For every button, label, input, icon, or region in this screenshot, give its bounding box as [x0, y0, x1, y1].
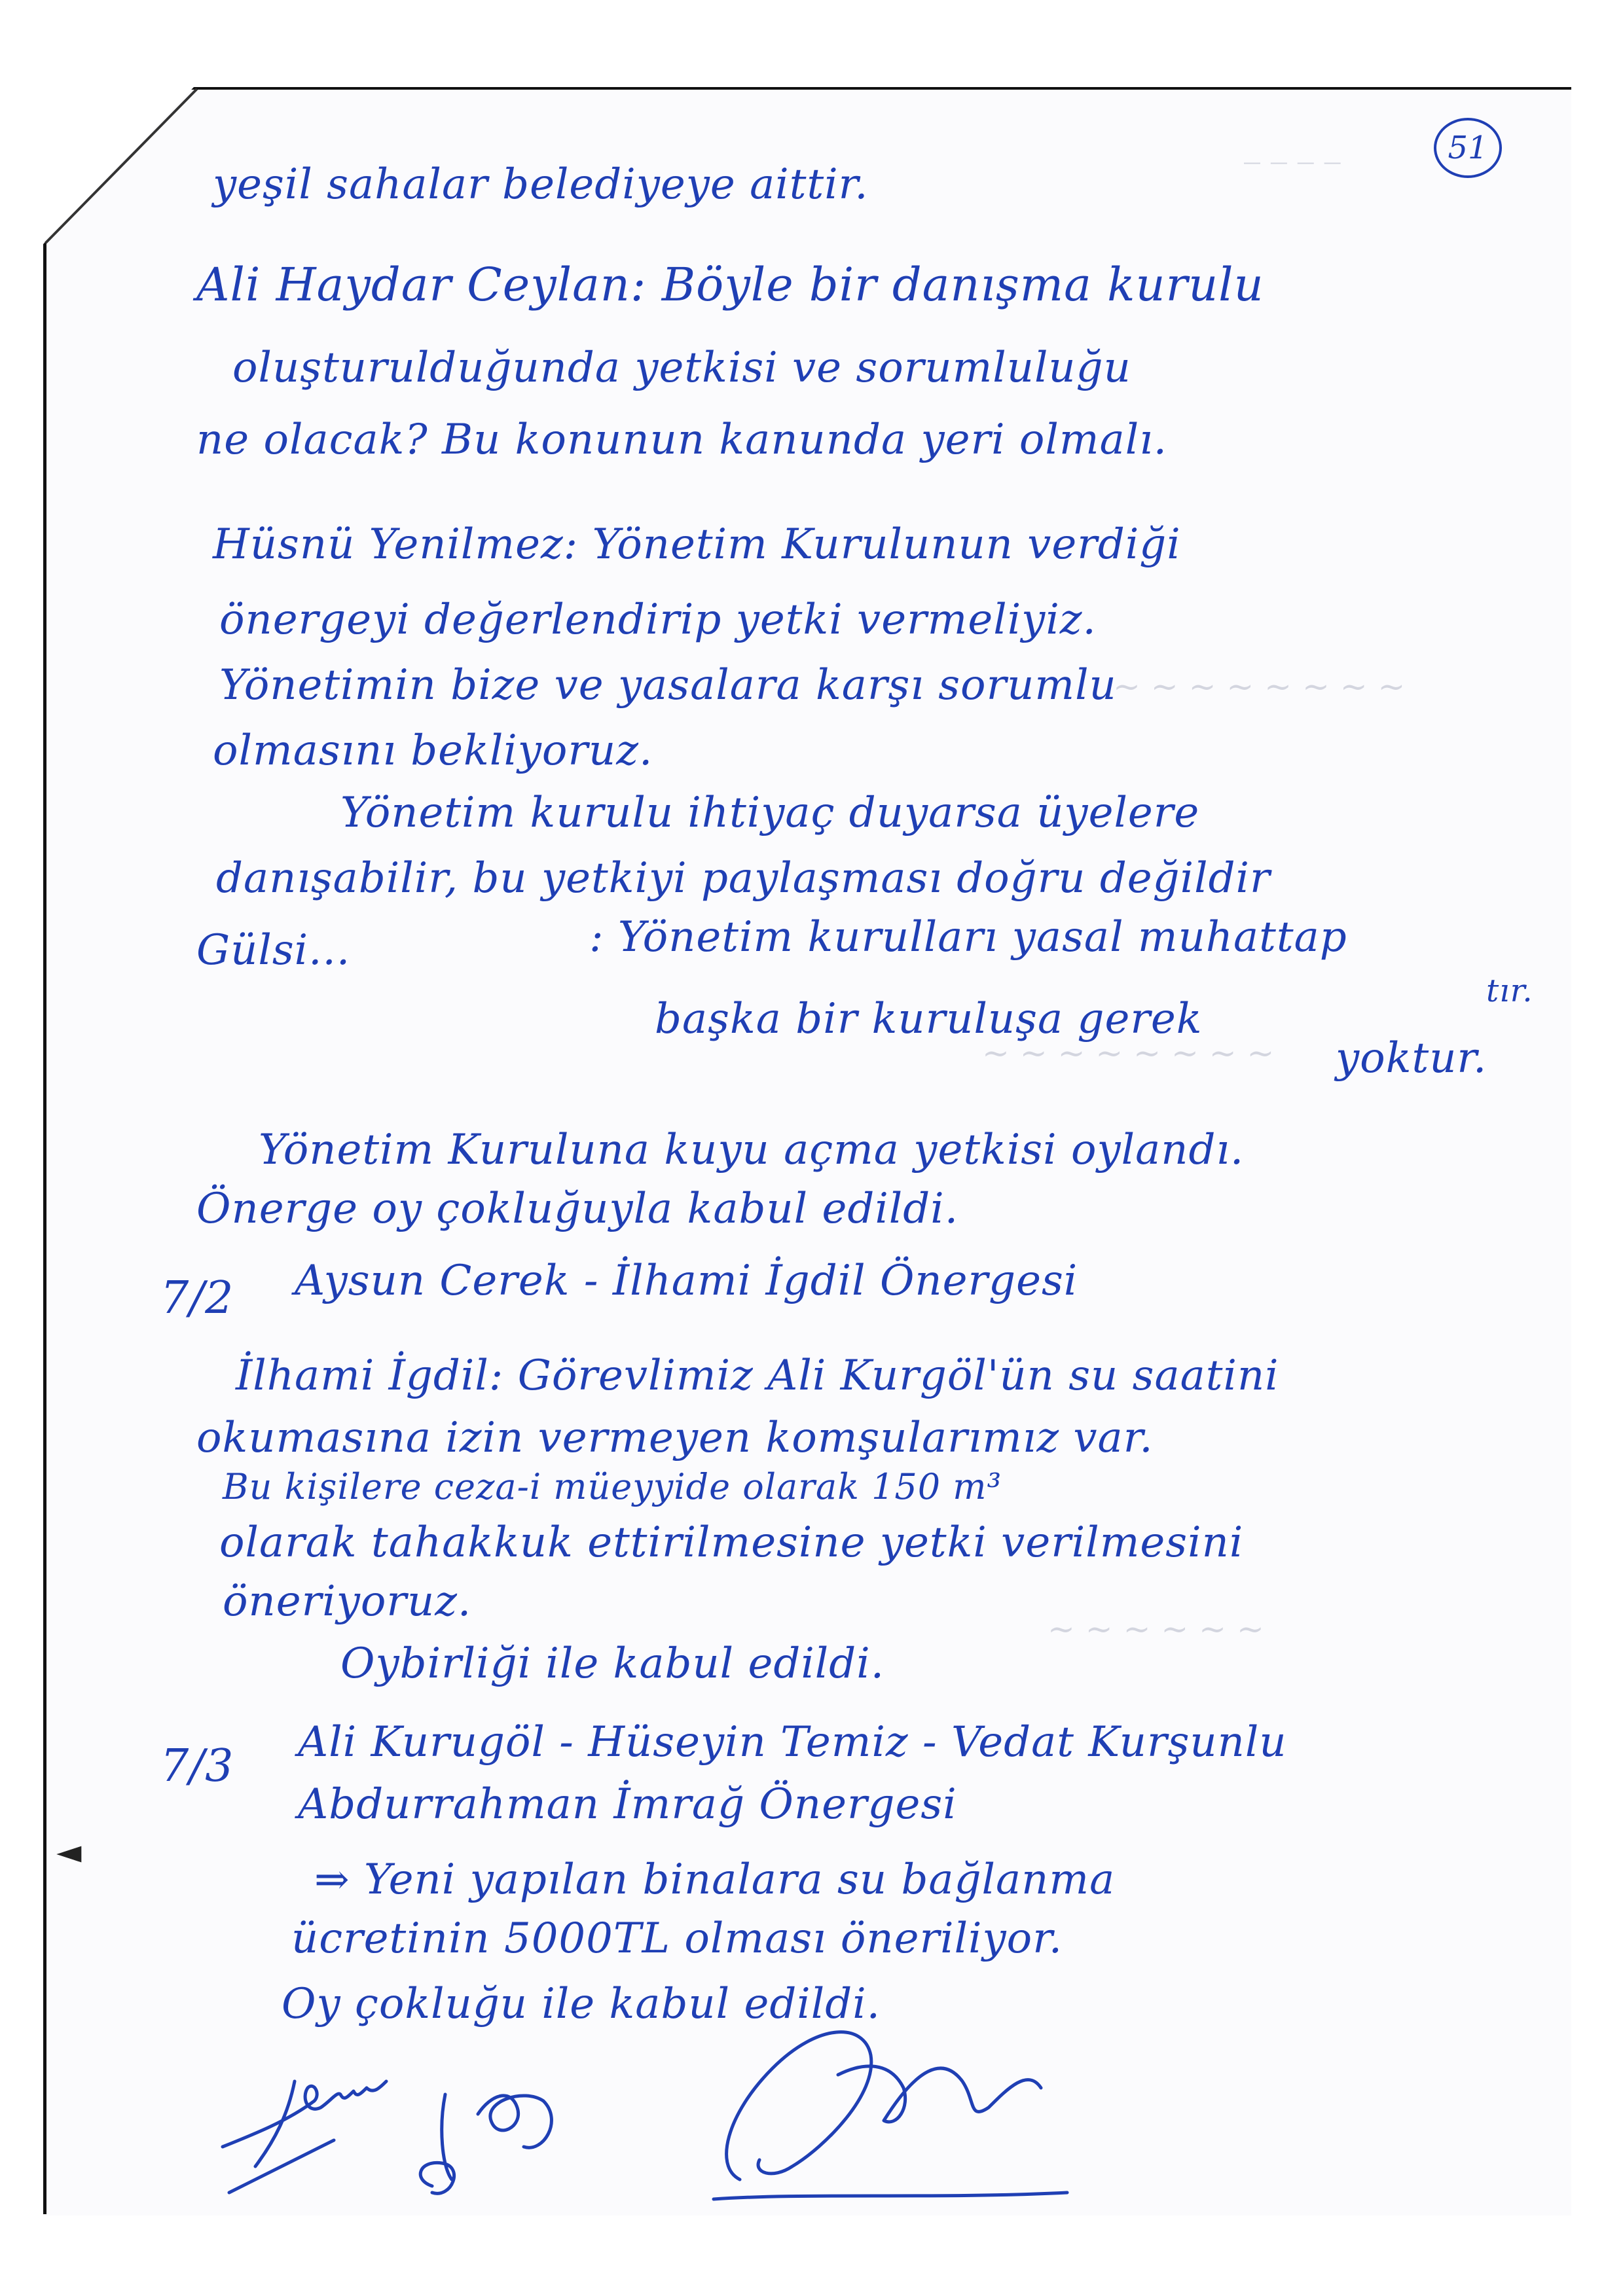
text-line: İlhami İgdil: Görevlimiz Ali Kurgöl'ün su saatini	[236, 1352, 1279, 1400]
text-line: Yönetim Kuruluna kuyu açma yetkisi oylandı.	[259, 1126, 1245, 1174]
text-line: ücretinin 5000TL olması öneriliyor.	[291, 1914, 1063, 1963]
speaker-label: Gülsi...	[196, 926, 351, 975]
text-line: Oy çokluğu ile kabul edildi.	[282, 1980, 881, 2028]
text-line: Bu kişilere ceza-i müeyyide olarak 150 m³	[223, 1466, 1002, 1507]
signature-2	[420, 2094, 551, 2193]
text-line: : Yönetim kurulları yasal muhattap	[589, 913, 1347, 961]
text-line: danışabilir, bu yetkiyi paylaşması doğru değildir	[216, 854, 1271, 903]
page-number: 51	[1434, 118, 1502, 178]
margin-arrow-icon: ◄	[56, 1833, 82, 1871]
signatures	[216, 1980, 1198, 2219]
item-title: Abdurrahman İmrağ Önergesi	[298, 1780, 957, 1829]
item-title: Aysun Cerek - İlhami İgdil Önergesi	[295, 1257, 1078, 1305]
bleed-through: ~ ~ ~ ~ ~ ~ ~ ~	[982, 1034, 1275, 1072]
bleed-through: ~ ~ ~ ~ ~ ~ ~ ~	[1113, 668, 1406, 706]
bleed-through: ~ ~ ~ ~ ~ ~	[1048, 1610, 1264, 1648]
signature-1	[223, 2081, 386, 2193]
text-line: öneriyoruz.	[223, 1577, 472, 1626]
item-number: 7/2	[160, 1272, 234, 1324]
text-line: olmasını bekliyoruz.	[213, 726, 653, 775]
bleed-through: ‾ ‾ ‾ ‾	[1244, 157, 1341, 195]
text-line: önergeyi değerlendirip yetki vermeliyiz.	[219, 596, 1097, 644]
signature-3	[714, 2032, 1067, 2199]
item-title: Ali Kurugöl - Hüseyin Temiz - Vedat Kurşunlu	[298, 1718, 1287, 1767]
text-line: yoktur.	[1336, 1034, 1487, 1083]
paper-left-edge	[43, 87, 46, 2214]
text-line: Oybirliği ile kabul edildi.	[340, 1640, 885, 1688]
text-line: başka bir kuruluşa gerek	[655, 995, 1203, 1043]
text-line: oluşturulduğunda yetkisi ve sorumluluğu	[232, 344, 1131, 392]
text-line: Önerge oy çokluğuyla kabul edildi.	[196, 1185, 959, 1233]
text-line: tır.	[1486, 973, 1533, 1009]
text-line: Ali Haydar Ceylan: Böyle bir danışma kurulu	[196, 258, 1264, 312]
text-line: Hüsnü Yenilmez: Yönetim Kurulunun verdiği	[213, 520, 1181, 569]
text-line: Yönetim kurulu ihtiyaç duyarsa üyelere	[340, 789, 1200, 837]
paper-top-edge	[46, 87, 1571, 90]
item-number: 7/3	[160, 1740, 234, 1792]
text-line: ne olacak? Bu konunun kanunda yeri olmalı.	[196, 416, 1167, 464]
text-line: okumasına izin vermeyen komşularımız var.	[196, 1414, 1154, 1462]
text-line: olarak tahakkuk ettirilmesine yetki verilmesini	[219, 1518, 1244, 1567]
text-line: Yönetimin bize ve yasalara karşı sorumlu	[219, 661, 1117, 709]
text-line: yeşil sahalar belediyeye aittir.	[213, 160, 869, 209]
text-line: ⇒ Yeni yapılan binalara su bağlanma	[314, 1856, 1116, 1904]
